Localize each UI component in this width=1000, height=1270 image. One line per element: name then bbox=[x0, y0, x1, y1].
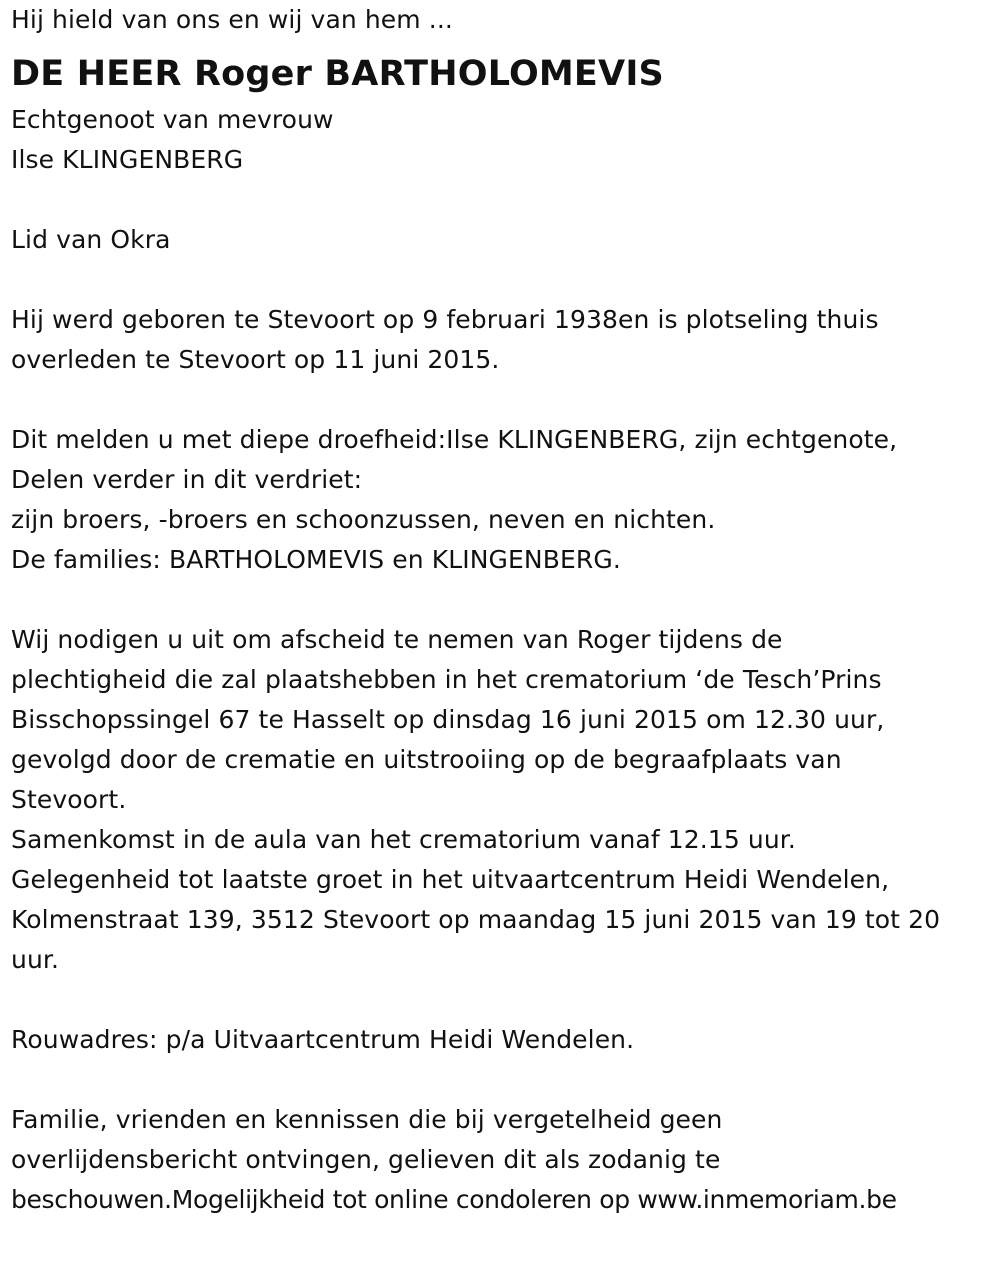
ceremony-line: uur. bbox=[11, 945, 60, 974]
ceremony-line: Samenkomst in de aula van het crematorium vanaf 12.15 uur. bbox=[11, 825, 796, 854]
ceremony-line: Kolmenstraat 139, 3512 Stevoort op maandag 15 juni 2015 van 19 tot 20 bbox=[11, 905, 941, 934]
closing-line: overlijdensbericht ontvingen, gelieven dit als zodanig te bbox=[11, 1145, 721, 1174]
closing-line: beschouwen.Mogelijkheid tot online condoleren op www.inmemoriam.be bbox=[11, 1185, 897, 1214]
spacer bbox=[11, 980, 996, 1020]
deceased-name: DE HEER Roger BARTHOLOMEVIS bbox=[11, 54, 664, 94]
ceremony-line: Stevoort. bbox=[11, 785, 127, 814]
ceremony-line: Bisschopssingel 67 te Hasselt op dinsdag 16 juni 2015 om 12.30 uur, bbox=[11, 705, 885, 734]
announcement-line: zijn broers, -broers en schoonzussen, neven en nichten. bbox=[11, 505, 716, 534]
closing-line: Familie, vrienden en kennissen die bij vergetelheid geen bbox=[11, 1105, 723, 1134]
membership-text: Lid van Okra bbox=[11, 225, 171, 254]
spacer bbox=[11, 260, 996, 300]
intro-text: Hij hield van ons en wij van hem ... bbox=[11, 5, 453, 34]
mourning-address: Rouwadres: p/a Uitvaartcentrum Heidi Wendelen. bbox=[11, 1025, 635, 1054]
spacer bbox=[11, 380, 996, 420]
birth-death-line: overleden te Stevoort op 11 juni 2015. bbox=[11, 345, 500, 374]
ceremony-line: plechtigheid die zal plaatshebben in het crematorium ‘de Tesch’Prins bbox=[11, 665, 882, 694]
spacer bbox=[11, 580, 996, 620]
birth-death-line: Hij werd geboren te Stevoort op 9 februari 1938en is plotseling thuis bbox=[11, 305, 879, 334]
announcement-line: De families: BARTHOLOMEVIS en KLINGENBERG. bbox=[11, 545, 621, 574]
ceremony-line: Wij nodigen u uit om afscheid te nemen van Roger tijdens de bbox=[11, 625, 783, 654]
obituary-notice bbox=[11, 0, 996, 1220]
spacer bbox=[11, 1060, 996, 1100]
spouse-line-1: Echtgenoot van mevrouw bbox=[11, 105, 334, 134]
ceremony-line: Gelegenheid tot laatste groet in het uitvaartcentrum Heidi Wendelen, bbox=[11, 865, 890, 894]
announcement-line: Delen verder in dit verdriet: bbox=[11, 465, 363, 494]
spacer bbox=[11, 180, 996, 220]
ceremony-line: gevolgd door de crematie en uitstrooiing op de begraafplaats van bbox=[11, 745, 842, 774]
spouse-line-2: Ilse KLINGENBERG bbox=[11, 145, 244, 174]
announcement-line: Dit melden u met diepe droefheid:Ilse KLINGENBERG, zijn echtgenote, bbox=[11, 425, 898, 454]
